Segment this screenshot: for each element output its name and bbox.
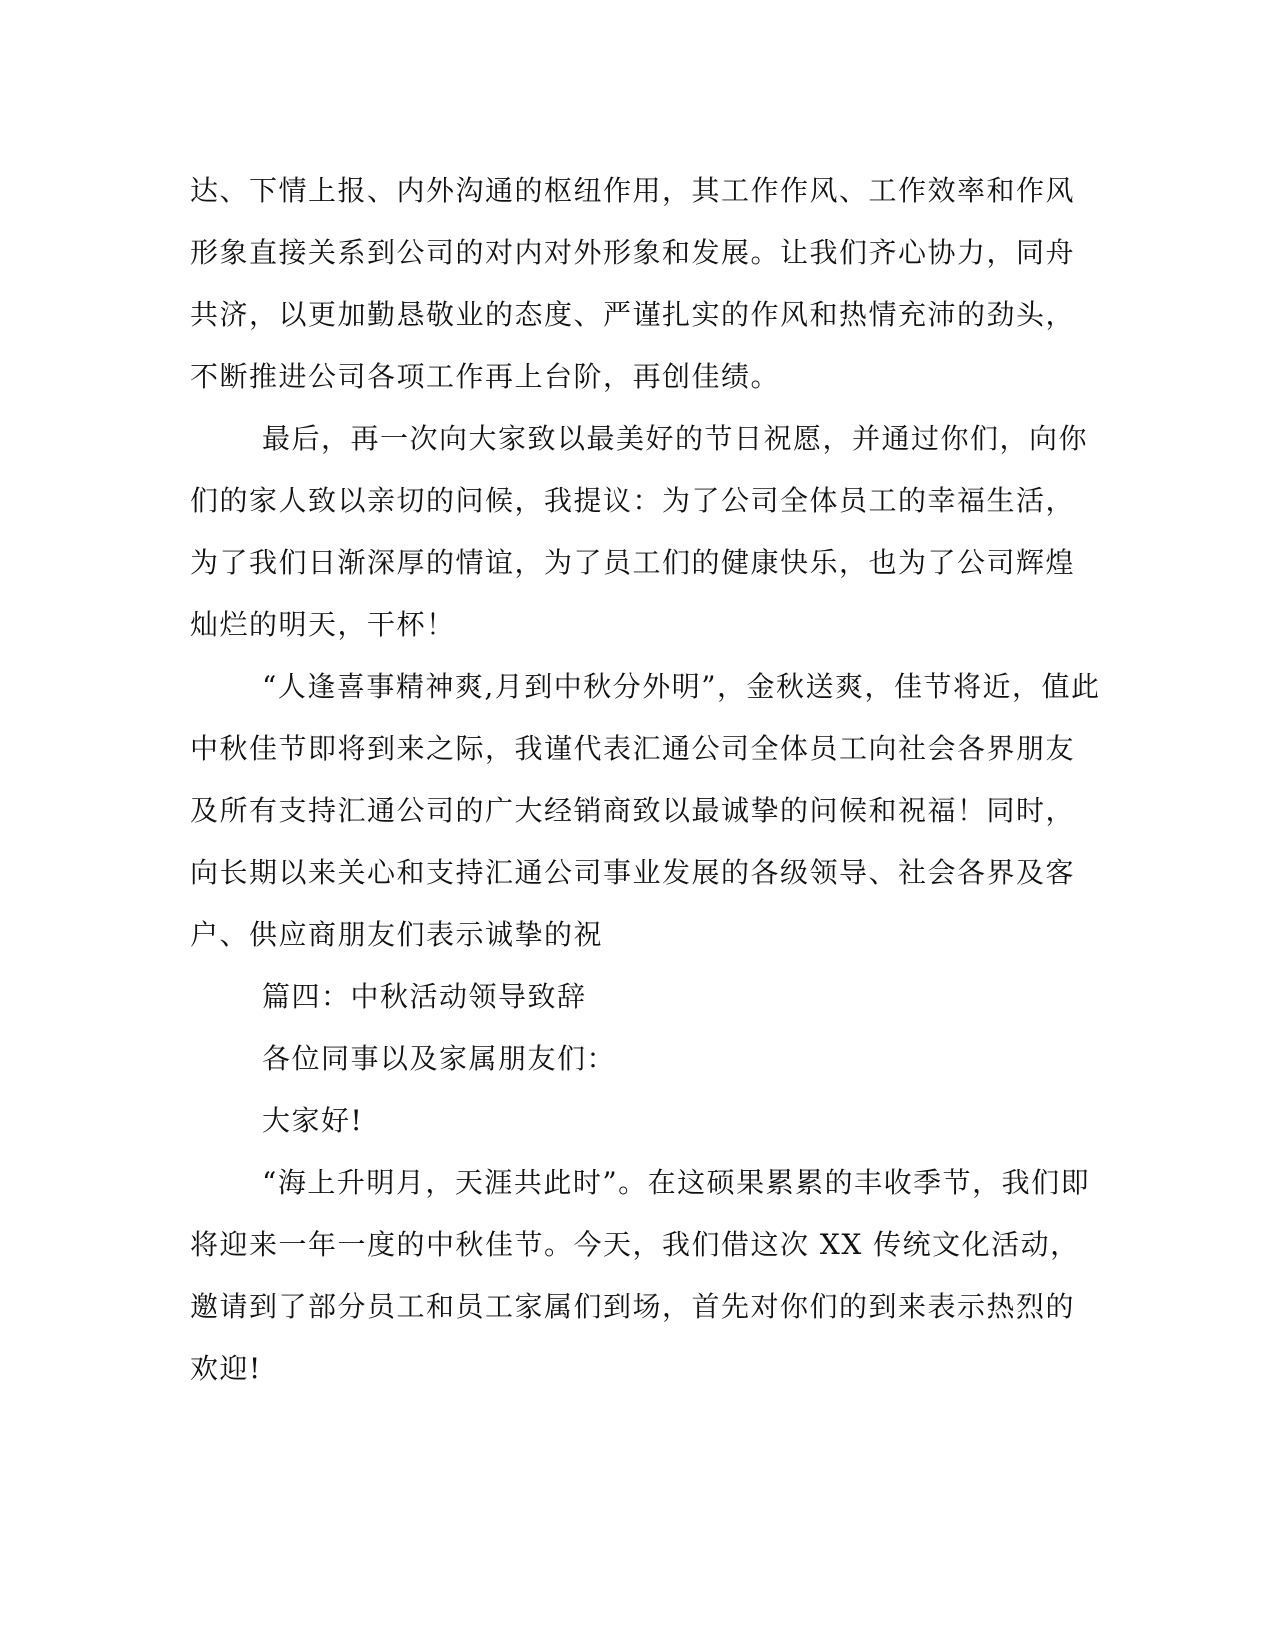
text-line: 灿烂的明天，干杯！ xyxy=(190,608,456,641)
text-line: 邀请到了部分员工和员工家属们到场，首先对你们的到来表示热烈的 xyxy=(190,1290,1076,1323)
greeting: 大家好! xyxy=(262,1104,364,1137)
text-line: 中秋佳节即将到来之际，我谨代表汇通公司全体员工向社会各界朋友 xyxy=(190,732,1076,765)
salutation: 各位同事以及家属朋友们： xyxy=(262,1042,617,1075)
text-line: 共济，以更加勤恳敬业的态度、严谨扎实的作风和热情充沛的劲头， xyxy=(190,298,1076,331)
text-line: 们的家人致以亲切的问候，我提议：为了公司全体员工的幸福生活， xyxy=(190,484,1076,517)
document-body xyxy=(190,160,1101,1400)
text-line: “人逢喜事精神爽,月到中秋分外明”，金秋送爽，佳节将近，值此 xyxy=(262,670,1101,703)
text-line: 将迎来一年一度的中秋佳节。今天，我们借这次 XX 传统文化活动， xyxy=(190,1228,1080,1261)
text-line: 不断推进公司各项工作再上台阶，再创佳绩。 xyxy=(190,360,781,393)
text-line: 及所有支持汇通公司的广大经销商致以最诚挚的问候和祝福！同时， xyxy=(190,794,1076,827)
text-line: “海上升明月，天涯共此时”。在这硕果累累的丰收季节，我们即 xyxy=(262,1166,1091,1199)
text-line: 户、供应商朋友们表示诚挚的祝 xyxy=(190,918,604,951)
text-line: 向长期以来关心和支持汇通公司事业发展的各级领导、社会各界及客 xyxy=(190,856,1076,889)
text-line: 形象直接关系到公司的对内对外形象和发展。让我们齐心协力，同舟 xyxy=(190,236,1076,269)
text-line: 达、下情上报、内外沟通的枢纽作用，其工作作风、工作效率和作风 xyxy=(190,174,1076,207)
text-line: 欢迎! xyxy=(190,1352,262,1385)
text-line: 为了我们日渐深厚的情谊，为了员工们的健康快乐，也为了公司辉煌 xyxy=(190,546,1076,579)
section-heading: 篇四：中秋活动领导致辞 xyxy=(262,980,587,1013)
text-line: 最后，再一次向大家致以最美好的节日祝愿，并通过你们，向你 xyxy=(262,422,1089,455)
